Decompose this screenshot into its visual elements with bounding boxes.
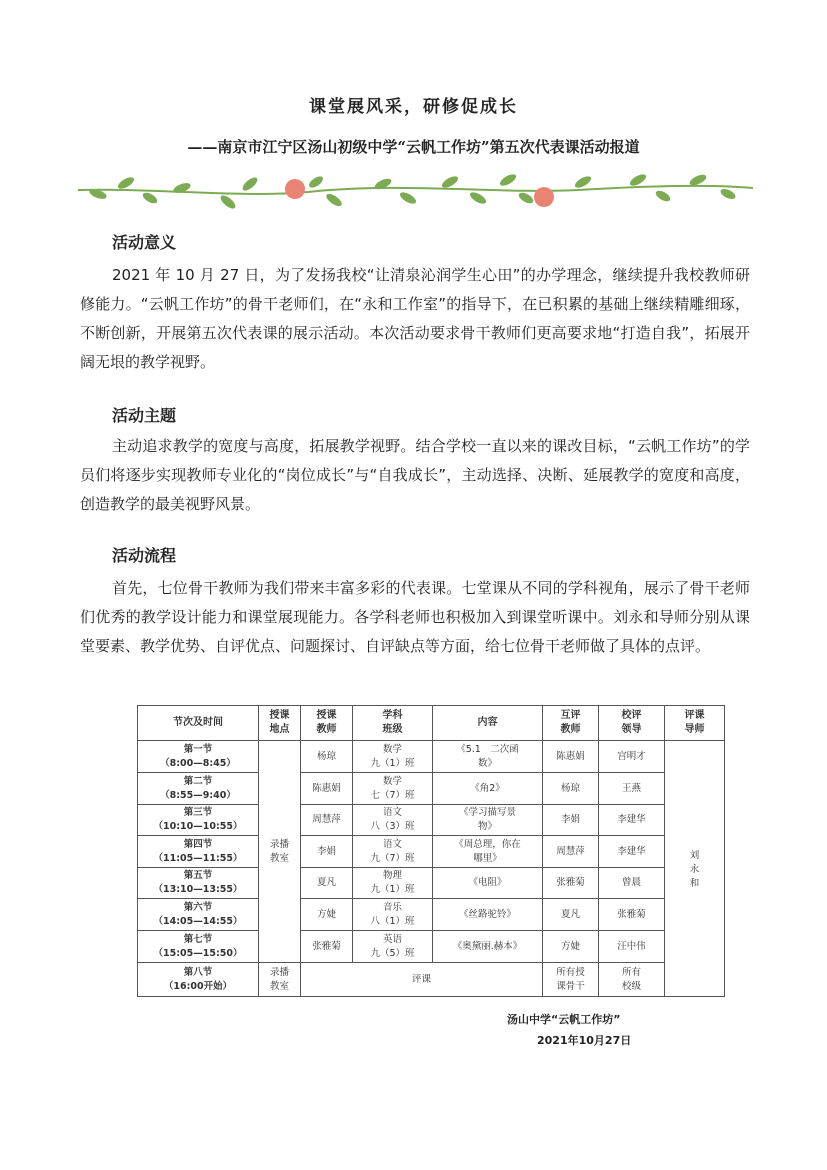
teacher-cell: 方婕	[301, 899, 353, 931]
leader-cell: 李建华	[599, 805, 665, 836]
class-cell: 语文 九（7）班	[353, 836, 433, 868]
content-cell: 《5.1 二次函 数》	[433, 741, 543, 773]
peer-cell: 李娟	[543, 805, 599, 836]
teacher-cell: 杨琼	[301, 741, 353, 773]
header-class: 学科 班级	[353, 706, 433, 741]
leader-cell: 汪中伟	[599, 931, 665, 963]
leader-cell: 张雅菊	[599, 899, 665, 931]
header-leader: 校评 领导	[599, 706, 665, 741]
article-subtitle: ——南京市江宁区汤山初级中学“云帆工作坊”第五次代表课活动报道	[187, 138, 640, 156]
content-cell: 《角2》	[433, 773, 543, 805]
period-cell: 第五节 （13:10—13:55）	[138, 868, 259, 899]
teacher-cell: 李娟	[301, 836, 353, 868]
teacher-cell: 周慧萍	[301, 805, 353, 836]
teacher-cell: 陈惠娟	[301, 773, 353, 805]
class-cell: 英语 九（5）班	[353, 931, 433, 963]
leader-cell: 所有 校级	[599, 963, 665, 997]
teacher-cell: 张雅菊	[301, 931, 353, 963]
peer-cell: 陈惠娟	[543, 741, 599, 773]
leader-cell: 王燕	[599, 773, 665, 805]
period-cell: 第七节 （15:05—15:50）	[138, 931, 259, 963]
table-header-row	[138, 706, 725, 741]
section-heading-process: 活动流程	[112, 546, 177, 565]
peer-cell: 方婕	[543, 931, 599, 963]
content-cell: 《奥黛丽.赫本》	[433, 931, 543, 963]
teacher-cell: 夏凡	[301, 868, 353, 899]
leader-cell: 李建华	[599, 836, 665, 868]
section-text-process: 首先，七位骨干教师为我们带来丰富多彩的代表课。七堂课从不同的学科视角，展示了骨干老师们优秀的教学设计能力和课堂展现能力。各学科老师也积极加入到课堂听课中。刘永和导师分别从课堂要素、教学优势、自评优点、问题探讨、自评缺点等方面，给七位骨干老师做了具体的点评。	[80, 579, 750, 655]
leader-cell: 曾晨	[599, 868, 665, 899]
peer-cell: 周慧萍	[543, 836, 599, 868]
class-cell: 语文 八（3）班	[353, 805, 433, 836]
section-text-theme: 主动追求教学的宽度与高度，拓展教学视野。结合学校一直以来的课改目标，“云帆工作坊”的学员们将逐步实现教师专业化的“岗位成长”与“自我成长”，主动选择、决断、延展教学的宽度和高度，创造教学的最美视野风景。	[80, 437, 750, 513]
peer-cell: 张雅菊	[543, 868, 599, 899]
vine-divider-decoration	[78, 168, 753, 216]
peer-cell: 杨琼	[543, 773, 599, 805]
class-cell: 数学 九（1）班	[353, 741, 433, 773]
leader-cell: 宫明才	[599, 741, 665, 773]
section-heading-significance: 活动意义	[112, 233, 177, 252]
signature-org: 汤山中学“云帆工作坊”	[507, 1013, 621, 1026]
period-cell: 第六节 （14:05—14:55）	[138, 899, 259, 931]
section-text-significance: 2021 年 10 月 27 日，为了发扬我校“让清泉沁润学生心田”的办学理念，继续提升我校教师研修能力。“云帆工作坊”的骨干老师们，在“永和工作室”的指导下，在已积累的基础上继续精雕细琢，不断创新，开展第五次代表课的展示活动。本次活动要求骨干教师们更高要求地“打造自我”，拓展开阔无垠的教学视野。	[80, 266, 750, 371]
period-cell: 第八节 （16:00开始）	[138, 963, 259, 997]
schedule-table	[137, 705, 725, 997]
article-title: 课堂展风采，研修促成长	[309, 97, 518, 117]
peer-cell: 夏凡	[543, 899, 599, 931]
header-place: 授课 地点	[259, 706, 301, 741]
content-cell: 《周总理，你在 哪里》	[433, 836, 543, 868]
peer-cell: 所有授 课骨干	[543, 963, 599, 997]
header-peer: 互评 教师	[543, 706, 599, 741]
content-cell: 《电阻》	[433, 868, 543, 899]
table-row	[138, 868, 725, 899]
table-row-review	[138, 963, 725, 997]
header-time: 节次及时间	[138, 706, 259, 741]
shared-place-cell: 录播 教室	[259, 741, 301, 963]
period-cell: 第四节 （11:05—11:55）	[138, 836, 259, 868]
table-row	[138, 931, 725, 963]
signature-date: 2021年10月27日	[537, 1034, 632, 1047]
table-row	[138, 741, 725, 773]
header-teacher: 授课 教师	[301, 706, 353, 741]
content-cell: 《丝路驼铃》	[433, 899, 543, 931]
mentor-cell: 刘 永 和	[665, 741, 725, 997]
period-cell: 第二节 （8:55—9:40）	[138, 773, 259, 805]
table-row	[138, 899, 725, 931]
period-cell: 第一节 （8:00—8:45）	[138, 741, 259, 773]
period-cell: 第三节 （10:10—10:55）	[138, 805, 259, 836]
class-cell: 数学 七（7）班	[353, 773, 433, 805]
content-cell: 《学习描写景 物》	[433, 805, 543, 836]
place-cell: 录播 教室	[259, 963, 301, 997]
table-row	[138, 773, 725, 805]
table-row	[138, 836, 725, 868]
header-content: 内容	[433, 706, 543, 741]
content-cell: 评课	[301, 963, 543, 997]
table-row	[138, 805, 725, 836]
class-cell: 物理 九（1）班	[353, 868, 433, 899]
class-cell: 音乐 八（1）班	[353, 899, 433, 931]
header-mentor: 评课 导师	[665, 706, 725, 741]
section-heading-theme: 活动主题	[112, 406, 177, 425]
